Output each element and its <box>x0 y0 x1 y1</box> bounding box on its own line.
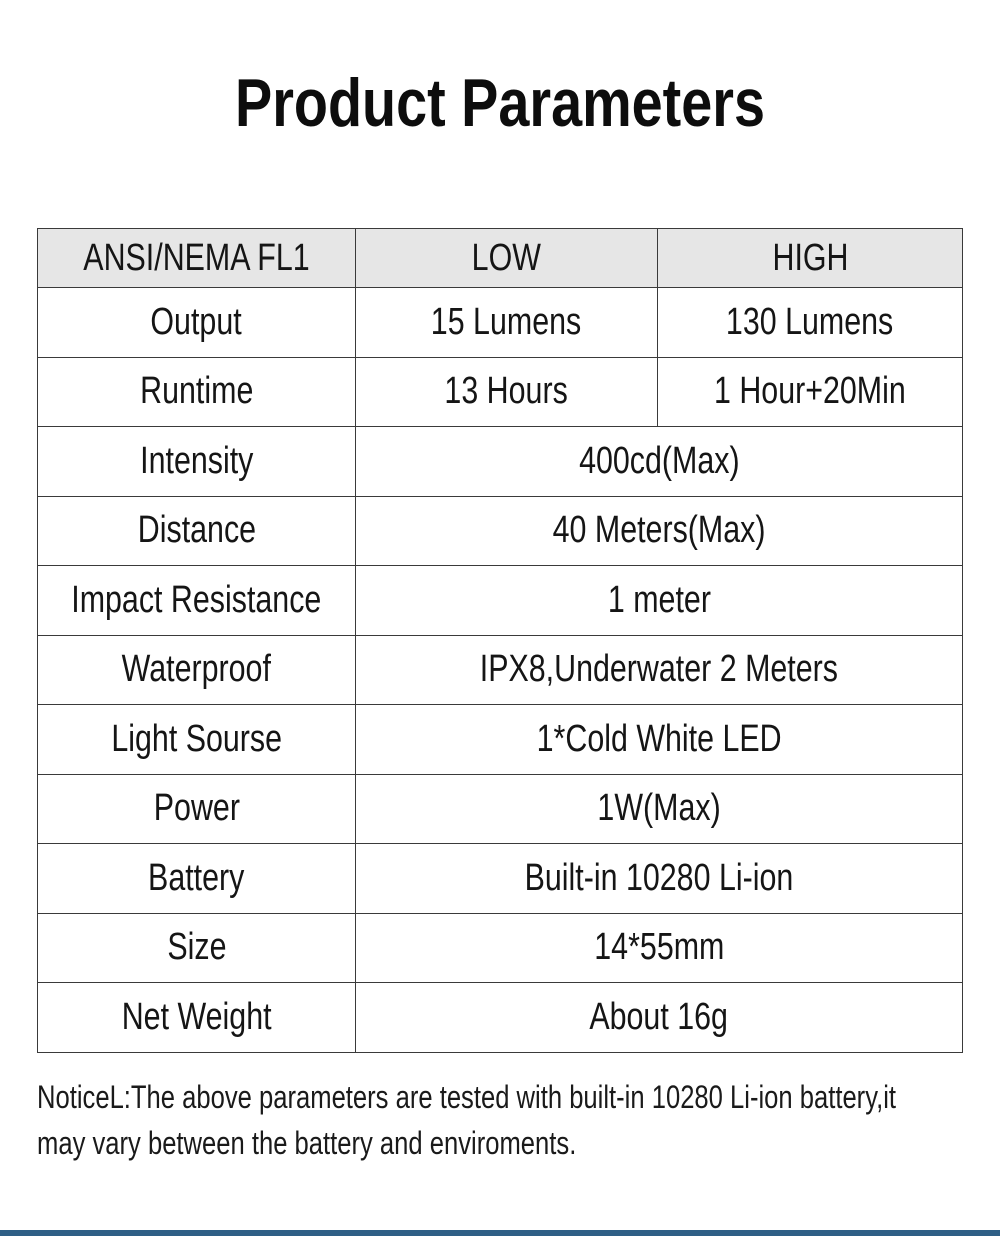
table-row-power <box>38 774 963 844</box>
row-label-cell <box>38 983 356 1053</box>
notice-line-2: may vary between the battery and enviroments. <box>37 1125 577 1161</box>
row-value-cell <box>356 705 963 775</box>
row-value: Built-in 10280 Li-ion <box>524 856 794 899</box>
row-label: Net Weight <box>121 995 272 1038</box>
high-value: 1 Hour+20Min <box>714 370 906 413</box>
row-label-cell <box>38 844 356 914</box>
row-value: 40 Meters(Max) <box>552 509 766 552</box>
row-label: Power <box>153 787 240 830</box>
table-row-light-source <box>38 705 963 775</box>
row-value-cell <box>356 913 963 983</box>
row-value: 400cd(Max) <box>578 439 740 482</box>
row-label: Size <box>166 926 227 969</box>
header-label-low: LOW <box>471 236 542 279</box>
table-row-intensity <box>38 427 963 497</box>
table-row-impact-resistance <box>38 566 963 636</box>
table-row-distance <box>38 496 963 566</box>
notice-line-1: NoticeL:The above parameters are tested with built-in 10280 Li-ion battery,it <box>37 1079 897 1115</box>
bottom-divider <box>0 1230 1000 1236</box>
table-header-row <box>38 229 963 288</box>
header-cell-low <box>356 229 658 288</box>
table-row-waterproof <box>38 635 963 705</box>
row-label-cell <box>38 774 356 844</box>
row-label: Distance <box>137 509 256 552</box>
row-value-cell <box>356 983 963 1053</box>
high-value-cell <box>658 288 963 358</box>
row-value-cell <box>356 844 963 914</box>
row-label-cell <box>38 427 356 497</box>
row-label-cell <box>38 357 356 427</box>
row-label-cell <box>38 705 356 775</box>
header-label-high: HIGH <box>772 236 848 279</box>
table-row-output <box>38 288 963 358</box>
row-label: Light Sourse <box>111 717 282 760</box>
low-value-cell <box>356 357 658 427</box>
header-cell-high <box>658 229 963 288</box>
high-value: 130 Lumens <box>726 300 894 343</box>
table-row-size <box>38 913 963 983</box>
high-value-cell <box>658 357 963 427</box>
row-label-cell <box>38 635 356 705</box>
row-label: Output <box>150 300 243 343</box>
row-label: Battery <box>148 856 245 899</box>
row-label: Runtime <box>139 370 254 413</box>
low-value: 15 Lumens <box>431 300 582 343</box>
header-cell-standard <box>38 229 356 288</box>
page-title: Product Parameters <box>235 65 765 141</box>
table-row-net-weight <box>38 983 963 1053</box>
header-label-standard: ANSI/NEMA FL1 <box>83 236 310 279</box>
row-value: About 16g <box>589 995 729 1038</box>
low-value: 13 Hours <box>444 370 569 413</box>
low-value-cell <box>356 288 658 358</box>
row-label: Impact Resistance <box>71 578 322 621</box>
row-label-cell <box>38 566 356 636</box>
parameters-table <box>37 228 963 1053</box>
table-row-runtime <box>38 357 963 427</box>
row-value-cell <box>356 774 963 844</box>
table-row-battery <box>38 844 963 914</box>
row-label-cell <box>38 288 356 358</box>
row-label-cell <box>38 913 356 983</box>
row-label-cell <box>38 496 356 566</box>
notice-text <box>37 1074 957 1166</box>
row-value: 1W(Max) <box>597 787 721 830</box>
row-value: 14*55mm <box>593 926 725 969</box>
row-label: Waterproof <box>121 648 272 691</box>
row-label: Intensity <box>139 439 254 482</box>
row-value: 1*Cold White LED <box>536 717 782 760</box>
row-value-cell <box>356 427 963 497</box>
row-value-cell <box>356 566 963 636</box>
row-value-cell <box>356 635 963 705</box>
row-value-cell <box>356 496 963 566</box>
row-value: 1 meter <box>607 578 711 621</box>
row-value: IPX8,Underwater 2 Meters <box>479 648 839 691</box>
